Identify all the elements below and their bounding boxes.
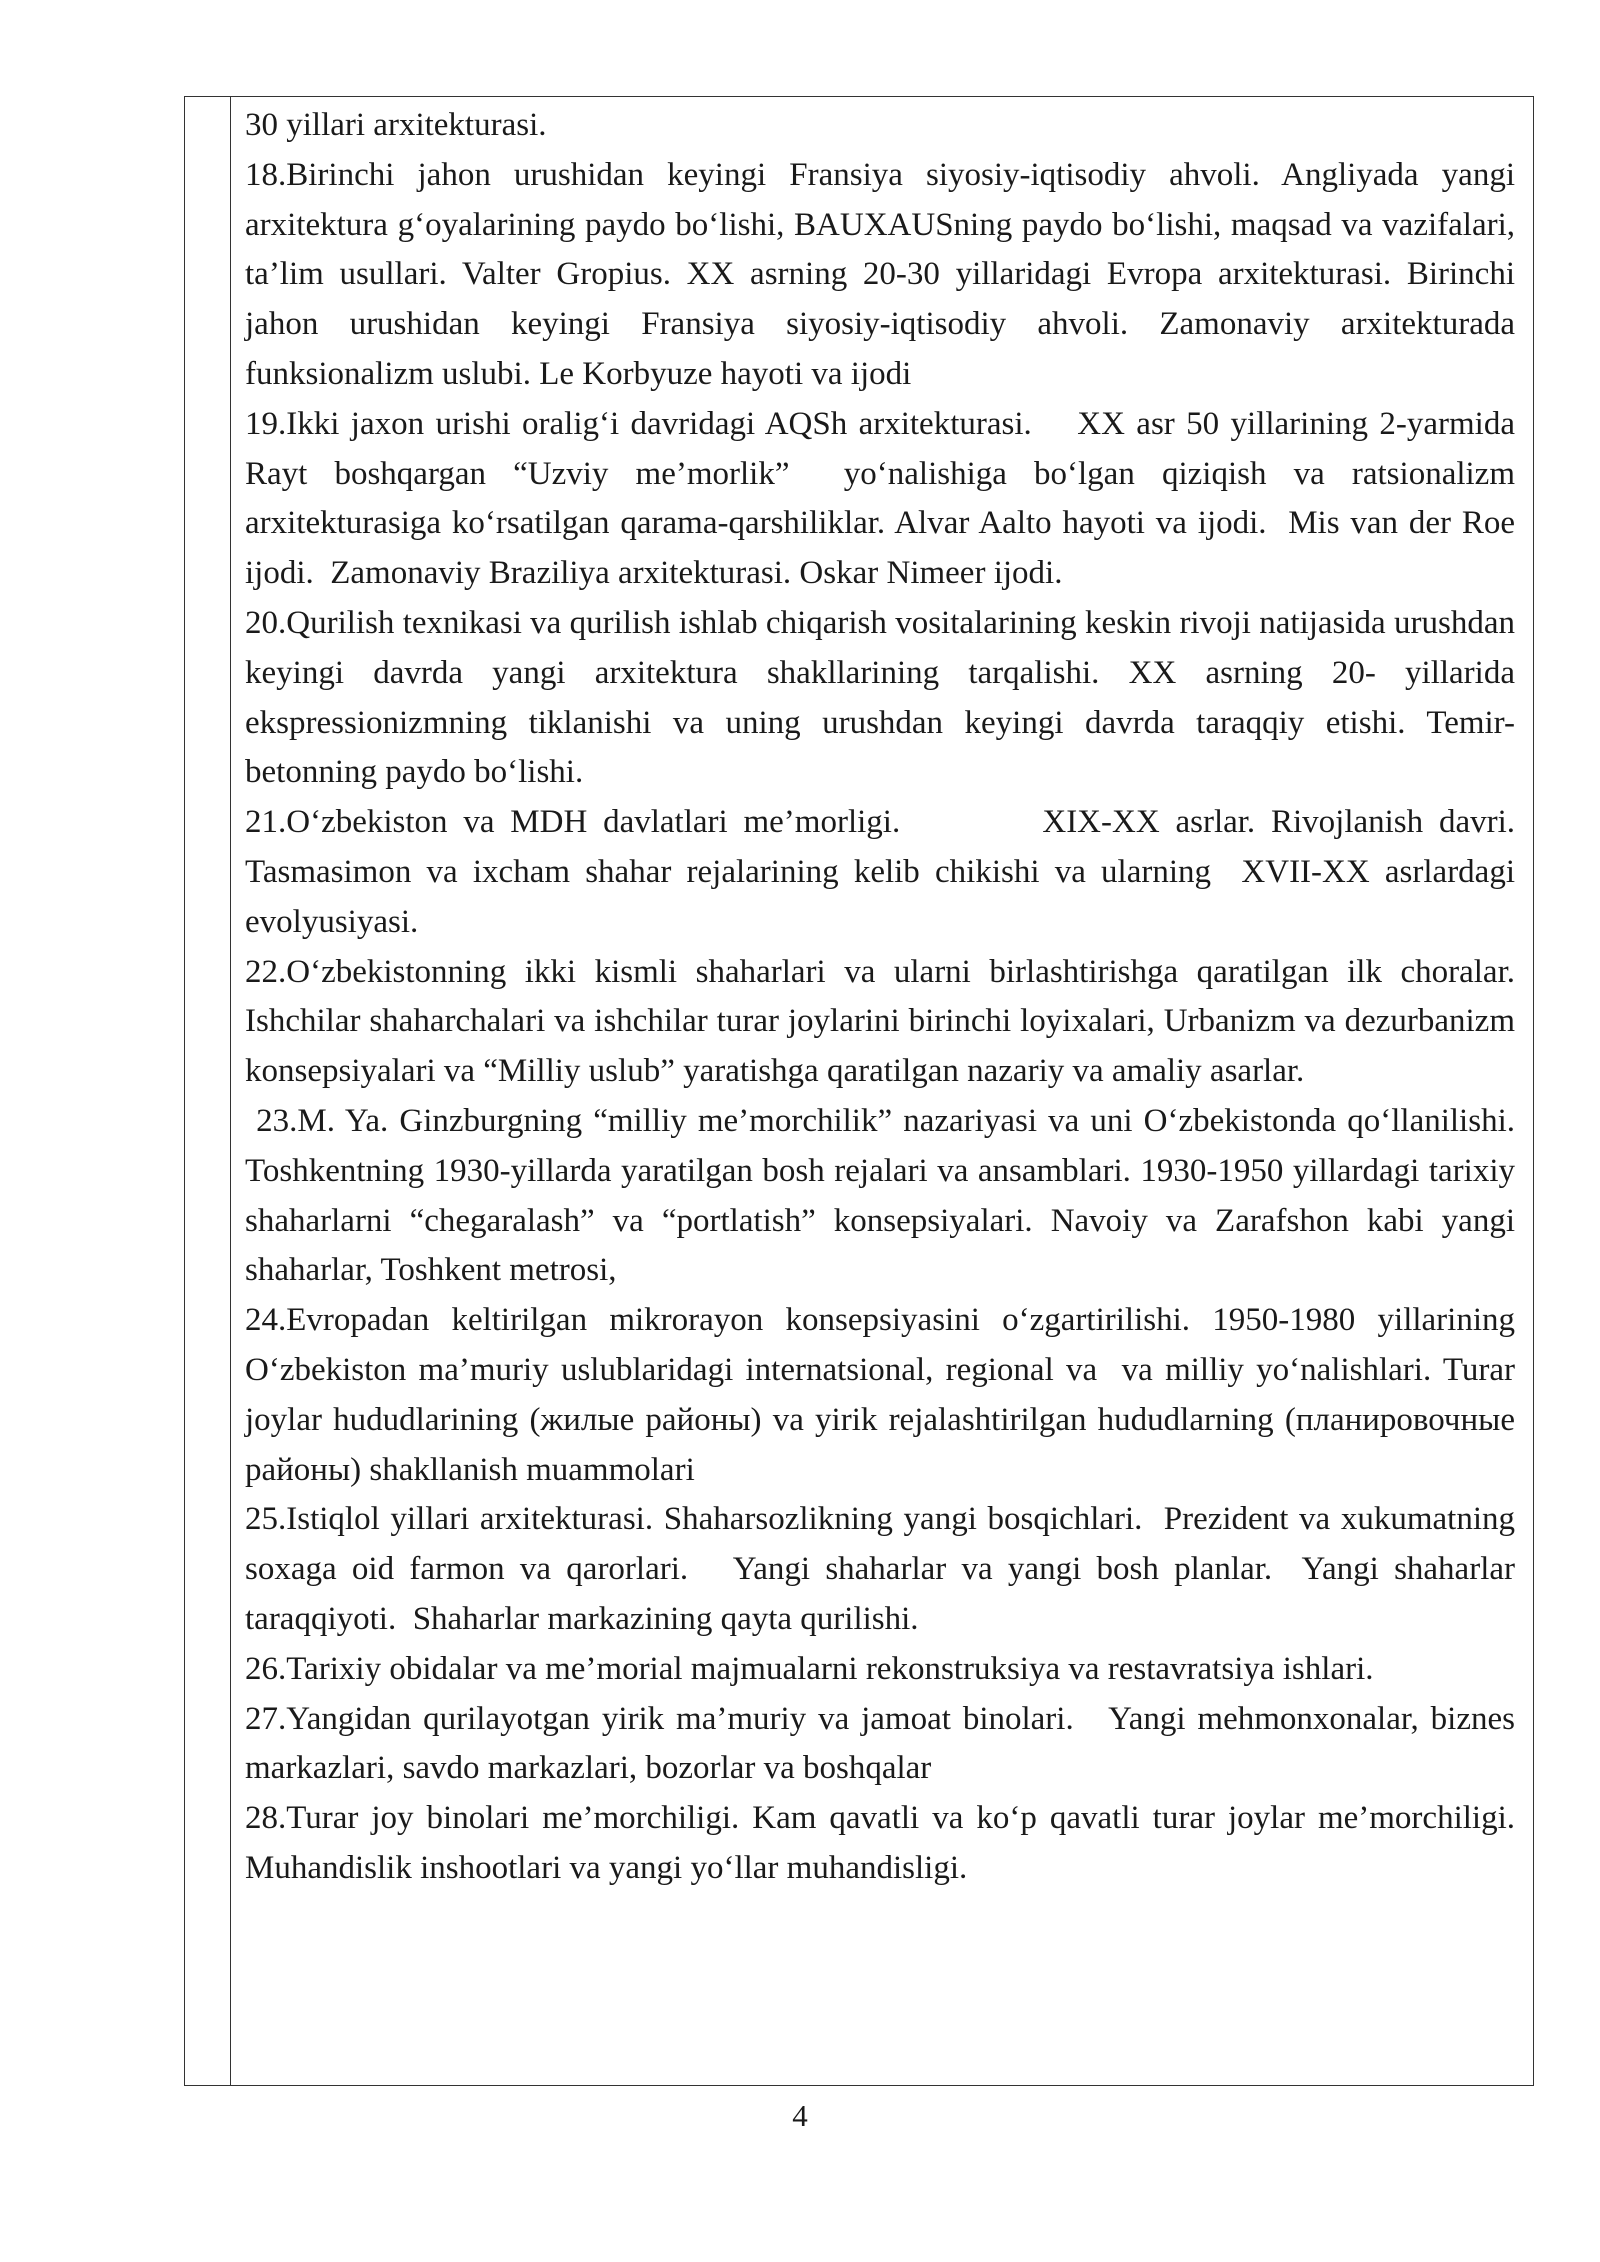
paragraph-item-21: 21.O‘zbekiston va MDH davlatlari me’morligi. XIX-XX asrlar. Rivojlanish davri. Tasmasimon va ixcham shahar rejalarining kelib chikishi va ularning XVII-XX asrlardagi evolyusiyasi.: [245, 804, 1524, 940]
paragraph-item-22: 22.O‘zbekistonning ikki kismli shaharlari va ularni birlashtirishga qaratilgan ilk choralar. Ishchilar shaharchalari va ishchilar turar joylarini birinchi loyixalari, Urbanizm va dezurbanizm konsepsiyalari va “Milliy uslub” yaratishga qaratilgan nazariy va amaliy asarlar.: [245, 953, 1524, 1090]
paragraph-continuation: 30 yillari arxitekturasi.: [245, 107, 547, 143]
document-body: [245, 101, 1524, 1894]
table-left-column: [185, 97, 231, 2085]
table-frame: [184, 96, 1534, 2086]
paragraph-item-26: 26.Tarixiy obidalar va me’morial majmualarni rekonstruksiya va restavratsiya ishlari.: [245, 1650, 1374, 1687]
page-number: 4: [792, 2098, 808, 2133]
paragraph-item-25: 25.Istiqlol yillari arxitekturasi. Shaharsozlikning yangi bosqichlari. Prezident va xukumatning soxaga oid farmon va qarorlari. Yangi shaharlar va yangi bosh planlar. Yangi shaharlar taraqqiyoti. Shaharlar markazining qayta qurilishi.: [245, 1501, 1524, 1637]
paragraph-item-20: 20.Qurilish texnikasi va qurilish ishlab chiqarish vositalarining keskin rivoji natijasida urushdan keyingi davrda yangi arxitektura shakllarining tarqalishi. XX asrning 20- yillarida ekspressionizmning tiklanishi va uning urushdan keyingi davrda taraqqiy etishi. Temir-betonning paydo bo‘lishi.: [245, 604, 1524, 791]
paragraph-item-27: 27.Yangidan qurilayotgan yirik ma’muriy va jamoat binolari. Yangi mehmonxonalar, biznes markazlari, savdo markazlari, bozorlar va boshqalar: [245, 1700, 1524, 1787]
paragraph-item-24: 24.Evropadan keltirilgan mikrorayon konsepsiyasini o‘zgartirilishi. 1950-1980 yillarining O‘zbekiston ma’muriy uslublaridagi internatsional, regional va va milliy yo‘nalishlari. Turar joylar hududlarining (жилые районы) va yirik rejalashtirilgan hududlarning (планировочные районы) shakllanish muammolari: [245, 1302, 1524, 1488]
paragraph-item-18: 18.Birinchi jahon urushidan keyingi Fransiya siyosiy-iqtisodiy ahvoli. Angliyada yangi arxitektura g‘oyalarining paydo bo‘lishi, BAUXAUSning paydo bo‘lishi, maqsad va vazifalari, ta’lim usullari. Valter Gropius. XX asrning 20-30 yillaridagi Evropa arxitekturasi. Birinchi jahon urushidan keyingi Fransiya siyosiy-iqtisodiy ahvoli. Zamonaviy arxitekturada funksionalizm uslubi. Le Korbyuze hayoti va ijodi: [245, 156, 1524, 392]
paragraph-item-19: 19.Ikki jaxon urishi oralig‘i davridagi AQSh arxitekturasi. XX asr 50 yillarining 2-yarmida Rayt boshqargan “Uzviy me’morlik” yo‘nalishiga bo‘lgan qiziqish va ratsionalizm arxitekturasiga ko‘rsatilgan qarama-qarshiliklar. Alvar Aalto hayoti va ijodi. Mis van der Roe ijodi. Zamonaviy Braziliya arxitekturasi. Oskar Nimeer ijodi.: [245, 405, 1524, 592]
paragraph-item-28: 28.Turar joy binolari me’morchiligi. Kam qavatli va ko‘p qavatli turar joylar me’morchiligi. Muhandislik inshootlari va yangi yo‘llar muhandisligi.: [245, 1800, 1524, 1886]
paragraph-item-23: 23.M. Ya. Ginzburgning “milliy me’morchilik” nazariyasi va uni O‘zbekistonda qo‘llanilishi. Toshkentning 1930-yillarda yaratilgan bosh rejalari va ansamblari. 1930-1950 yillardagi tarixiy shaharlarni “chegaralash” va “portlatish” konsepsiyalari. Navoiy va Zarafshon kabi yangi shaharlar, Toshkent metrosi,: [245, 1102, 1524, 1289]
